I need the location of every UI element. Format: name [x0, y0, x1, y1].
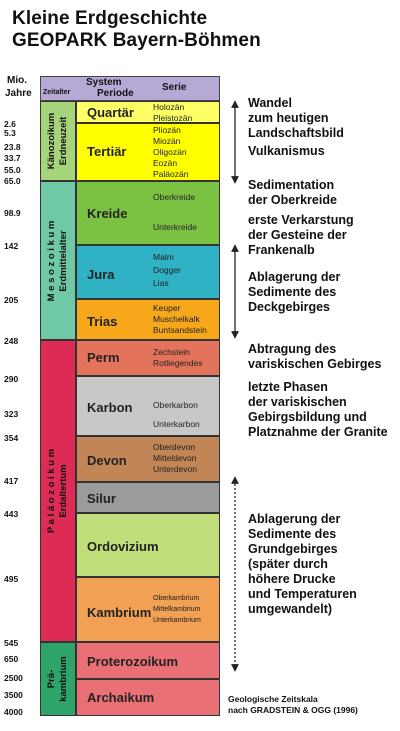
series-item: Unterkarbon [153, 419, 200, 429]
age-label: 2500 [4, 673, 23, 683]
series-item: Mittelkambrium [153, 606, 201, 613]
series-item: Oberkreide [153, 192, 196, 202]
series-item: Pliozän [153, 125, 181, 135]
age-label: 33.7 [4, 153, 21, 163]
series-item: Eozän [153, 158, 178, 168]
period-name: Tertiär [87, 144, 127, 159]
period-name: Trias [87, 314, 118, 329]
period-name: Silur [87, 491, 116, 506]
age-label: 5.3 [4, 128, 16, 138]
age-label: 205 [4, 295, 19, 305]
age-label: 98.9 [4, 208, 21, 218]
series-item: Unterdevon [153, 464, 197, 474]
age-label: 4000 [4, 707, 23, 717]
title-line-1: Kleine Erdgeschichte [12, 8, 208, 29]
series-item: Oberdevon [153, 442, 196, 452]
series-item: Unterkreide [153, 222, 197, 232]
period-name: Ordovizium [87, 539, 159, 554]
series-item: Mitteldevon [153, 453, 197, 463]
era-subname: Erdaltertum [58, 464, 69, 518]
age-label: 23.8 [4, 142, 21, 152]
credit-line-1: Geologische Zeitskala [228, 694, 318, 704]
period-name: Proterozoikum [87, 654, 179, 669]
period-name: Quartär [87, 105, 134, 120]
period-name: Jura [87, 267, 115, 282]
age-label: 545 [4, 638, 19, 648]
age-label: 650 [4, 654, 19, 664]
series-item: Miozän [153, 136, 181, 146]
note-verkarstung: erste Verkarstung der Gesteine der Frankenalb [248, 213, 354, 257]
series-item: Muschelkalk [153, 314, 200, 324]
era-name: Känozoikum [46, 112, 57, 170]
era-name: Prä- [46, 669, 57, 689]
note-landschaftsbild: Wandel zum heutigen Landschaftsbild [248, 96, 344, 140]
age-label: 290 [4, 374, 19, 384]
period-name: Karbon [87, 400, 133, 415]
series-item: Holozän [153, 102, 185, 112]
note-gebirgsbildung: letzte Phasen der variskischen Gebirgsbildung und Platznahme der Granite [248, 380, 388, 439]
era-subname: Erdmittelalter [58, 229, 69, 292]
series-item: Zechstein [153, 347, 190, 357]
note-oberkreide: Sedimentation der Oberkreide [248, 178, 337, 207]
series-item: Lias [153, 278, 169, 288]
series-item: Oberkarbon [153, 400, 198, 410]
age-label: 443 [4, 509, 19, 519]
credit-line-2: nach GRADSTEIN & OGG (1996) [228, 705, 358, 715]
series-item: Keuper [153, 303, 181, 313]
series-item: Malm [153, 252, 174, 262]
title-line-2: GEOPARK Bayern-Böhmen [12, 30, 261, 51]
series-item: Unterkambrium [153, 617, 201, 624]
note-deckgebirge: Ablagerung der Sedimente des Deckgebirges [248, 270, 341, 314]
era-name: M e s o z o i k u m [46, 220, 57, 301]
era-name: P a l ä o z o i k u m [46, 448, 57, 534]
era-subname: kambrium [58, 656, 69, 702]
period-name: Devon [87, 453, 127, 468]
header-zeitalter: Zeitalter [43, 89, 71, 96]
header-jahre: Jahre [5, 88, 32, 99]
header-mio: Mio. [7, 75, 27, 86]
age-label: 323 [4, 409, 19, 419]
note-abtragung: Abtragung des variskischen Gebirges [248, 342, 382, 371]
series-item: Oligozän [153, 147, 187, 157]
period-name: Perm [87, 350, 120, 365]
credit [228, 694, 358, 716]
period-name: Kambrium [87, 605, 152, 620]
series-item: Buntsandstein [153, 325, 207, 335]
age-label: 65.0 [4, 176, 21, 186]
age-label: 2.6 [4, 119, 16, 129]
age-label: 142 [4, 241, 19, 251]
note-vulkanismus: Vulkanismus [248, 144, 325, 158]
age-label: 354 [4, 433, 19, 443]
series-item: Pleistozän [153, 113, 193, 123]
header-periode: Periode [97, 88, 134, 99]
series-item: Rotliegendes [153, 358, 203, 368]
age-label: 417 [4, 476, 19, 486]
age-label: 55.0 [4, 165, 21, 175]
series-item: Dogger [153, 265, 181, 275]
note-grundgebirge: Ablagerung der Sedimente des Grundgebirges (später durch höhere Drucke und Temperaturen umgewandelt) [248, 512, 357, 616]
age-label: 3500 [4, 690, 23, 700]
series-item: Paläozän [153, 169, 189, 179]
era-subname: Erdneuzeit [58, 116, 69, 166]
period-name: Kreide [87, 206, 128, 221]
period-name: Archaikum [87, 690, 155, 705]
series-item: Oberkambrium [153, 595, 200, 602]
header-serie: Serie [162, 82, 187, 93]
age-label: 495 [4, 574, 19, 584]
age-label: 248 [4, 336, 19, 346]
header-system: System [86, 77, 122, 88]
